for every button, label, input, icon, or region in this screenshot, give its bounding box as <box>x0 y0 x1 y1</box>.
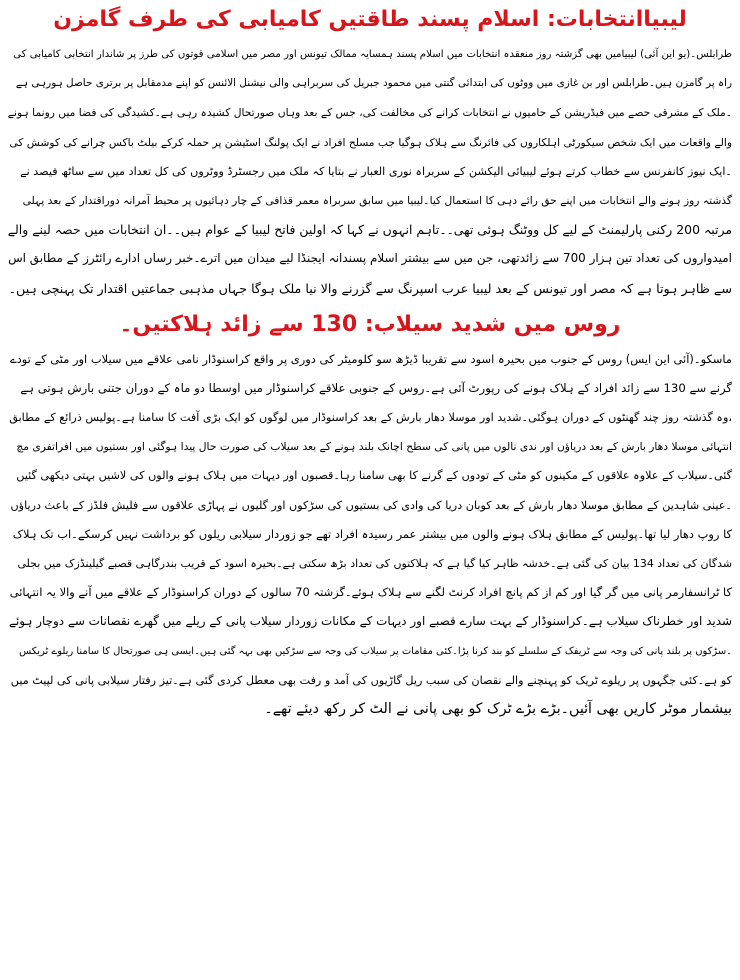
article1-line: والے واقعات میں ایک شخص سیکورٹی اہلکاروں کی فائرنگ سے ہلاک ہوگیا جب مسلح افراد نے ایک پولنگ اسٹیشن پر حملہ کرکے بیلٹ باکس چرانے کی کوشش کی <box>9 135 732 149</box>
article2-line: انتہائی موسلا دھار بارش کے بعد دریاؤں اور ندی نالوں میں پانی کی سطح اچانک بلند ہونے کے بعد سیلاب کی صورت حال پیدا ہوگئی اور بستیوں میں افراتفری مچ <box>16 440 732 454</box>
article2-line: گرنے سے 130 سے زائد افراد کے ہلاک ہونے کی رپورٹ آئی ہے۔روس کے جنوبی علاقے کراسنوڈار میں اوسطا دو ماہ کے دوران جتنی بارش ہوتی ہے <box>20 380 732 395</box>
article2-line: شدگان کی تعداد 134 بیان کی گئی ہے۔خدشہ ظاہر کیا گیا ہے کہ ہلاکتوں کی تعداد بڑھ سکتی ہے۔بحیرہ اسود کے قریب بندرگاہی قصبے گیلینڈزک میں بجلی <box>17 557 732 570</box>
article1-body <box>8 40 732 303</box>
article2-line: گئی۔سیلاب کے علاوہ علاقوں کے مکینوں کو مٹی کے تودوں کے گرنے کا بھی سامنا رہا۔قصبوں اور دیہات میں ہلاک ہونے والوں کی لاشیں بہتی دیکھی گئیں <box>16 469 732 483</box>
article2-line: کا روپ دھار لیا تھا۔پولیس کے مطابق ہلاک ہونے والوں میں بیشتر عمر رسیدہ افراد تھے جو زوردار سیلابی ریلوں کو برداشت نہیں کرسکے۔اب تک ہلاک <box>12 526 732 541</box>
article2-line: ماسکو۔(آئی این ایس) روس کے جنوب میں بحیرہ اسود سے تقریبا ڈیڑھ سو کلومیٹر کی دوری پر واقع کراسنوڈار نامی علاقے میں سیلاب اور مٹی کے تودے <box>9 351 732 366</box>
article1-line: راہ پر گامزن ہیں۔طرابلس اور بن غازی میں ووٹوں کی ابتدائی گنتی میں محمود جبریل کی سربراہی والی نیشنل الائنس کو اپنے مدمقابل پر برتری حاصل ہورہی ہے <box>15 77 732 90</box>
article1-line: طرابلس۔(یو این آئی) لیبیامیں بھی گزشتہ روز منعقدہ انتخابات میں اسلام پسند ہمسایہ ممالک تیونس اور مصر میں اسلامی قوتوں کی طرز پر شاندار انتخابی کامیابی کی <box>13 49 732 60</box>
article2-line: کو ہے۔کئی جگہوں پر ریلوے ٹریک کو پہنچنے والے نقصان کی سبب ریل گاڑیوں کی آمد و رفت بھی معطل کردی گئی ہے۔تیز رفتار سیلابی پانی کی لپیٹ میں <box>10 673 732 687</box>
article2-body <box>8 345 732 724</box>
article2-line: ،وہ گذشتہ روز چند گھنٹوں کے دوران ہوگئی۔شدید اور موسلا دھار بارش کے بعد کراسنوڈار میں لوگوں کو ایک بڑی آفت کا سامنا ہے۔پولیس ذرائع کے مطابق <box>9 411 732 425</box>
article1-line: مرتبہ 200 رکنی پارلیمنٹ کے لیے کل ووٹنگ ہوئی تھی۔۔تاہم انہوں نے کہا کہ اولین فاتح لیبیا کے عوام ہیں۔۔ان انتخابات میں حصہ لینے والے <box>8 222 732 238</box>
article1-line: ۔ملک کے مشرقی حصے میں فیڈریشن کے حامیوں نے انتخابات کرانے کی مخالفت کی، جس کے بعد وہاں صورتحال کشیدہ رہی ہے۔کشیدگی کی فضا میں رونما ہونے <box>8 106 732 120</box>
article2-line: ۔عینی شاہدین کے مطابق موسلا دھار بارش کے بعد کوبان دریا کی وادی کی بستیوں کی سڑکوں اور گلیوں نے پہاڑی علاقوں سے فلیش فلڈز کے باعث دریاؤں <box>10 498 732 512</box>
article2-line: بیشمار موٹر کاریں بھی آئیں۔بڑے بڑے ٹرک کو بھی پانی نے الٹ کر رکھ دیئے تھے۔ <box>264 700 732 717</box>
article1-headline: لیبیاانتخابات: اسلام پسند طاقتیں کامیابی کی طرف گامزن <box>53 7 687 32</box>
article1-line: ۔ایک نیوز کانفرنس سے خطاب کرتے ہوئے لیبیائی الیکشن کے سربراہ نوری العبار نے بتایا کہ ملک میں رجسٹرڈ ووٹروں کی کل تعداد میں سے ساٹھ فیصد نے <box>20 164 732 178</box>
article2-line: کا ٹرانسفارمر پانی میں گر گیا اور کم از کم پانچ افراد کرنٹ لگنے سے ہلاک ہوئے۔گزشتہ 70 سالوں کے دوران کراسنوڈار کے علاقے میں آنے والا یہ انتہائی <box>9 585 732 600</box>
article2-line: شدید اور خطرناک سیلاب ہے۔کراسنوڈار کے بہت سارے قصبے اور دیہات کے مکانات زوردار سیلاب پانی کے ریلے میں گھرے نقصانات سے دوچار ہوئے <box>8 614 732 629</box>
article1-line: گذشتہ روز ہونے والے انتخابات میں اپنے حق رائے دہی کا استعمال کیا۔لیبیا میں سابق سربراہ معمر قذافی کے چار دہائیوں پر محیط آمرانہ دوراقتدار کے بعد پہلی <box>22 193 732 207</box>
article2-headline: روس میں شدید سیلاب: 130 سے زائد ہلاکتیں۔ <box>119 311 621 337</box>
article1-line: سے ظاہر ہوتا ہے کہ مصر اور تیونس کے بعد لیبیا عرب اسپرنگ سے گزرنے والا نیا ملک ہوگا جہاں مذہبی جماعتیں اقتدار تک پہنچی ہیں۔ <box>8 280 732 296</box>
article2-line: ۔سڑکوں پر بلند پانی کی وجہ سے ٹریفک کے سلسلے کو بند کرنا پڑا۔کئی مقامات پر سیلاب کی وجہ سے سڑکیں بھی بہہ گئی ہیں۔ایسی ہی صورتحال کا سامنا ریلوے ٹریکس <box>19 645 732 657</box>
article1-line: امیدواروں کی تعداد تین ہزار 700 سے زائدتھی، جن میں سے بیشتر اسلام پسندانہ ایجنڈا لیے میدان میں اترے۔خبر رساں ادارے رائٹرز کے مطابق اس <box>8 251 732 266</box>
